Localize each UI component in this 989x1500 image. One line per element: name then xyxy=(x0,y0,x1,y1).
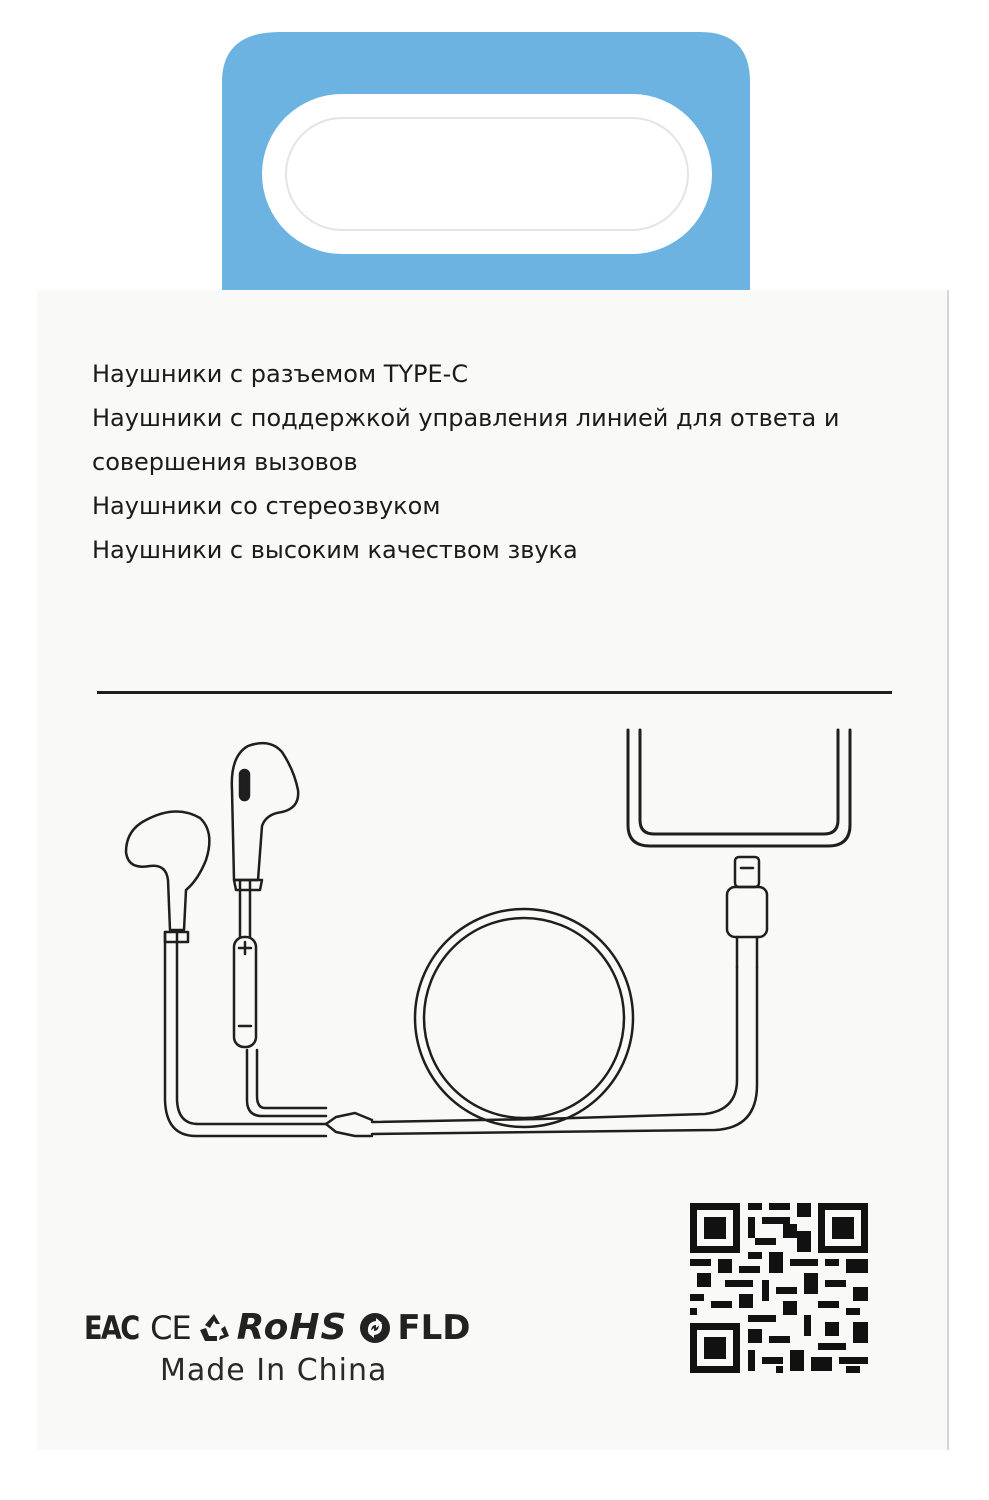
recycle-icon xyxy=(197,1312,231,1344)
cable-coil xyxy=(415,909,633,1127)
feature-line-quality: Наушники с высоким качеством звука xyxy=(92,536,578,564)
qr-code xyxy=(690,1203,870,1375)
fld-mark: FLD xyxy=(397,1308,471,1348)
feature-line-stereo: Наушники со стереозвуком xyxy=(92,492,441,520)
phone-outline xyxy=(628,730,850,846)
inline-remote xyxy=(234,937,256,1047)
feature-line-call-control: Наушники с поддержкой управления линией для ответа и xyxy=(92,404,840,432)
eac-mark: EAC xyxy=(84,1309,139,1347)
hang-tab xyxy=(0,0,989,300)
certification-marks xyxy=(84,1304,471,1352)
left-earbud xyxy=(126,811,209,942)
ce-mark: CE xyxy=(150,1309,191,1347)
made-in-china-text: Made In China xyxy=(160,1353,388,1388)
right-earbud xyxy=(232,743,298,890)
earphones-illustration xyxy=(100,720,880,1170)
green-dot-icon xyxy=(359,1312,391,1344)
type-c-plug xyxy=(727,857,767,967)
divider xyxy=(97,691,892,694)
feature-line-call-control-cont: совершения вызовов xyxy=(92,448,358,476)
rohs-mark: RoHS xyxy=(236,1307,348,1348)
cable-splitter xyxy=(326,1113,372,1136)
feature-line-type-c: Наушники с разъемом TYPE-C xyxy=(92,360,469,388)
feature-list xyxy=(92,352,922,572)
